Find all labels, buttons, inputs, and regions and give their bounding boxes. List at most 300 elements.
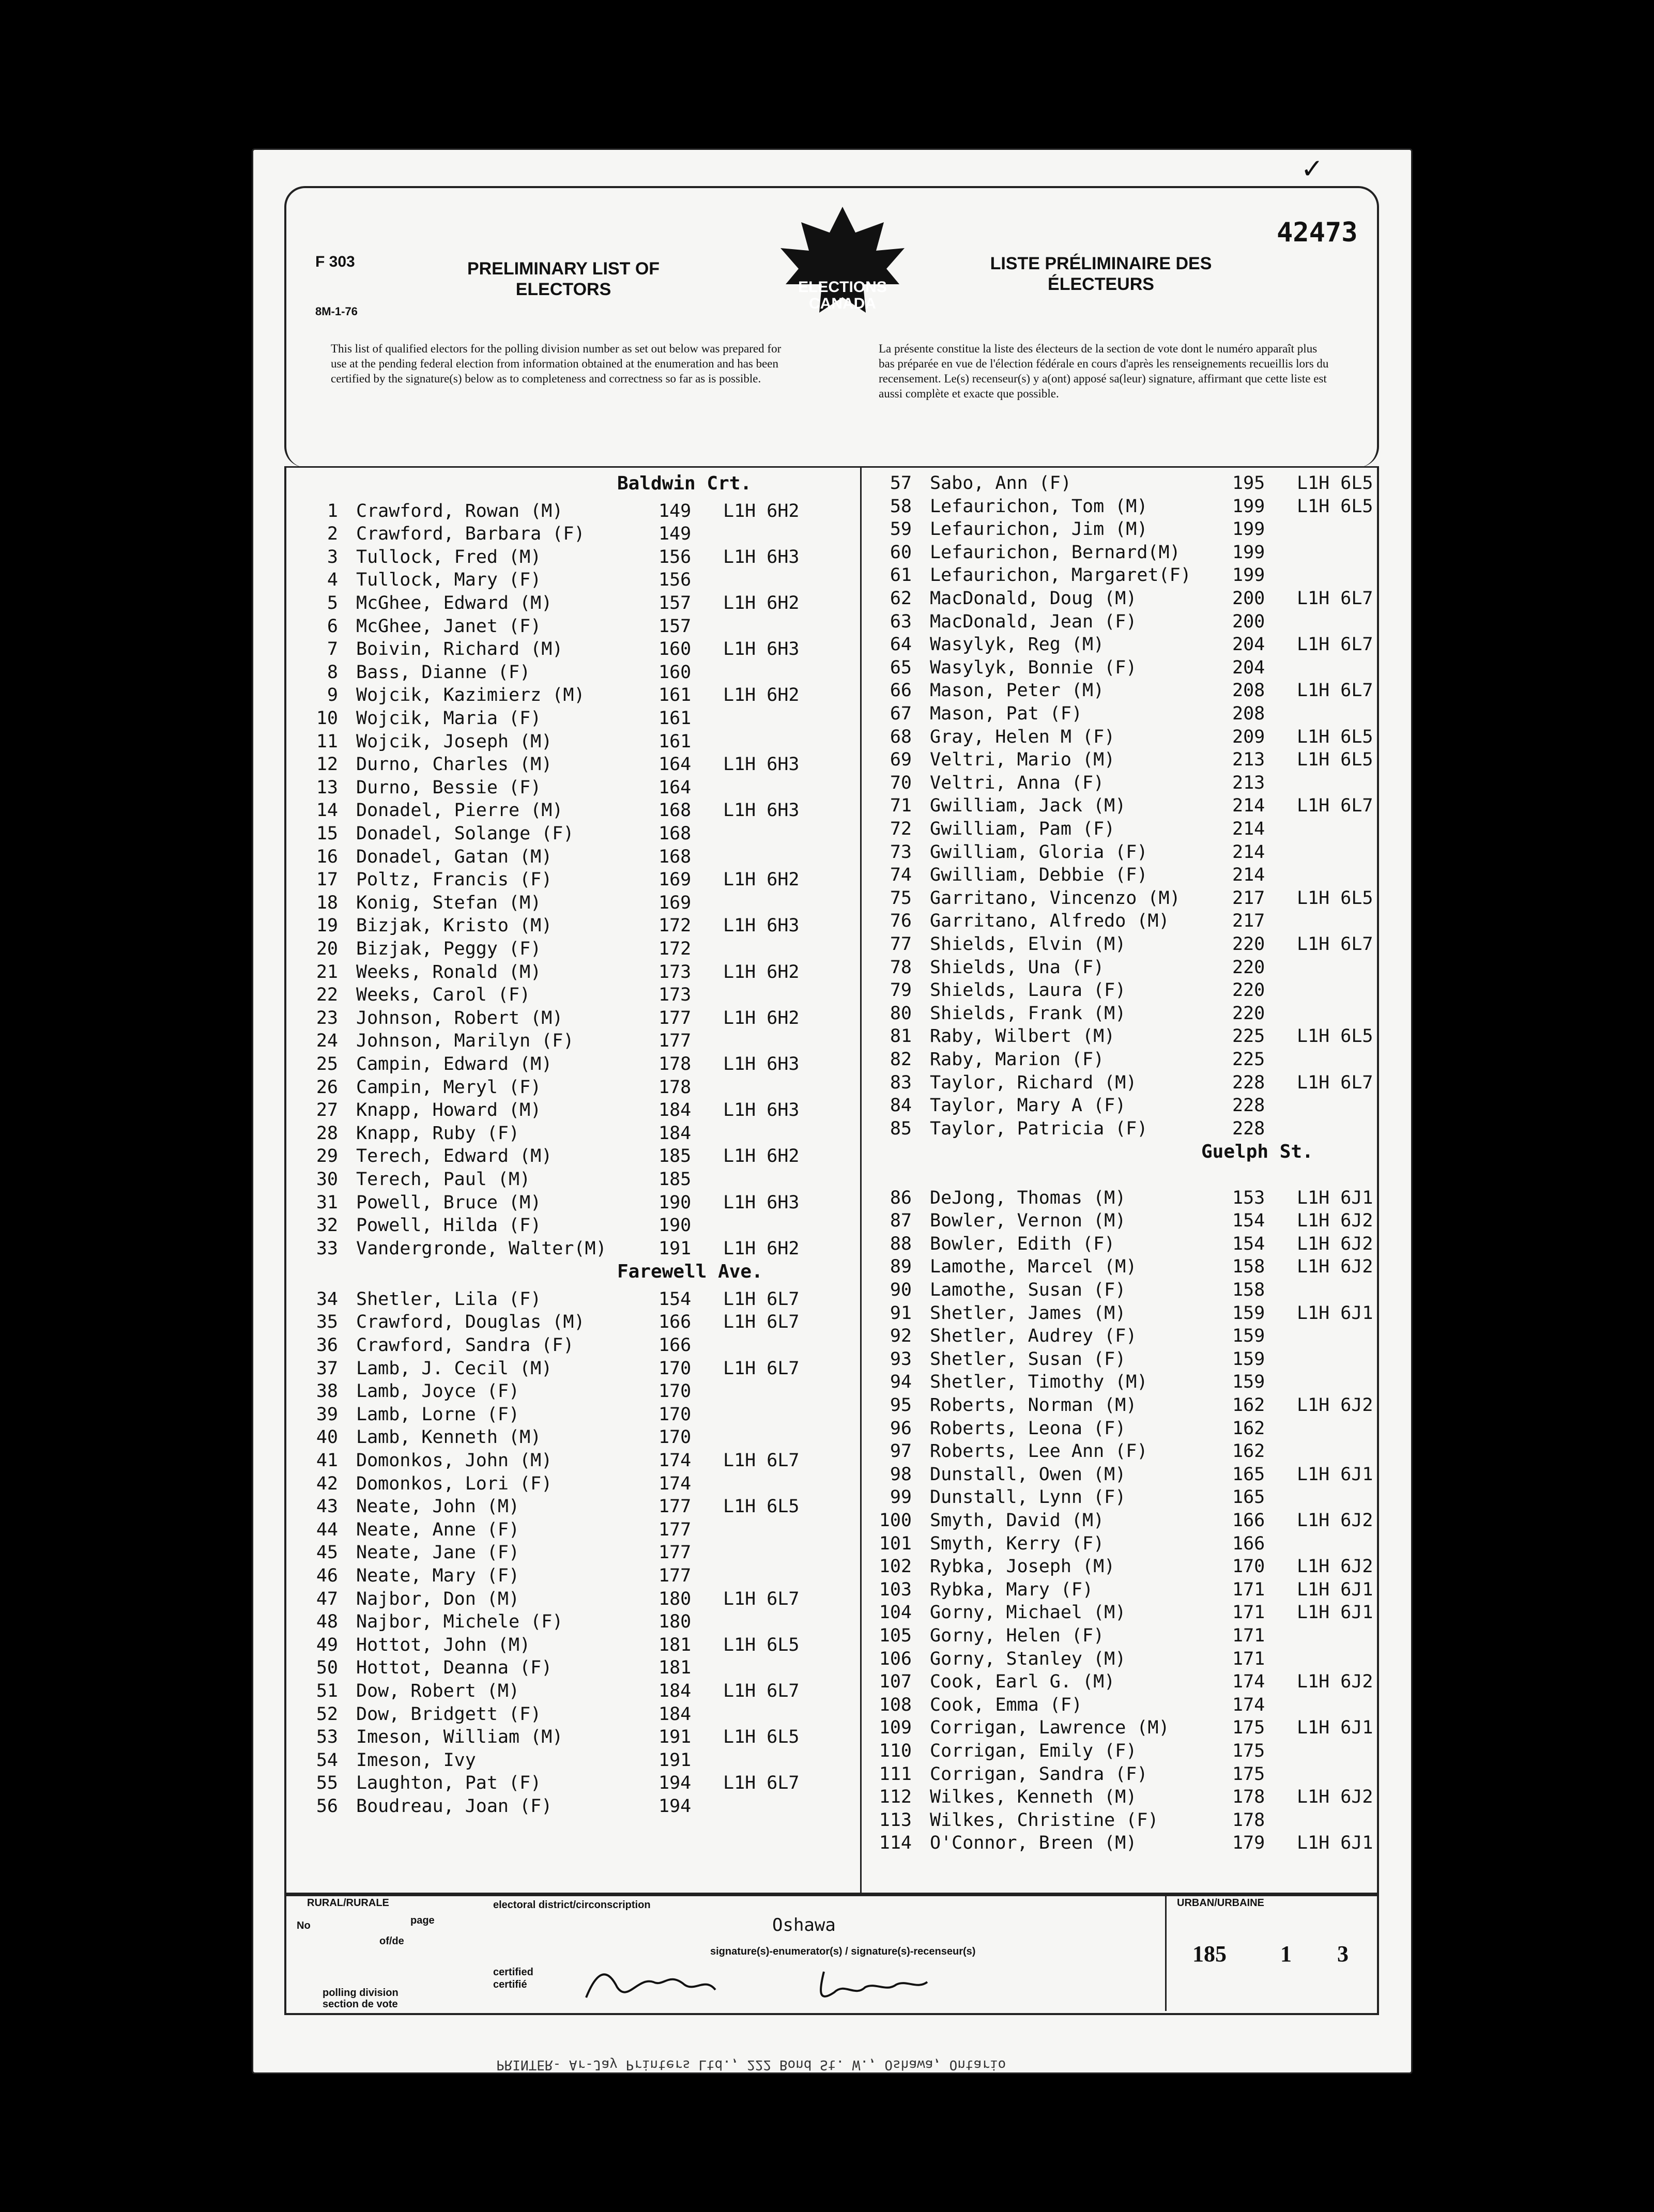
elector-num: 113: [879, 1809, 912, 1831]
elector-pc: L1H 6H3: [723, 800, 800, 821]
elector-pc: L1H 6L7: [723, 1681, 800, 1702]
elector-num: 85: [890, 1118, 912, 1139]
elector-num: 35: [316, 1312, 338, 1333]
elector-row: [297, 616, 834, 639]
elector-num: 4: [327, 570, 338, 591]
elector-row: [297, 685, 834, 708]
elector-row: [870, 1556, 1408, 1579]
elector-num: 80: [890, 1003, 912, 1024]
elector-row: [870, 980, 1408, 1003]
elector-addr: 194: [658, 1773, 692, 1794]
elector-addr: 178: [658, 1077, 692, 1098]
elector-name: Gorny, Michael (M): [930, 1602, 1126, 1623]
elector-addr: 170: [658, 1381, 692, 1402]
elector-num: 93: [890, 1348, 912, 1370]
elector-row: [297, 1077, 834, 1100]
elector-num: 13: [316, 777, 338, 798]
elector-name: Lamb, J. Cecil (M): [356, 1358, 553, 1379]
intro-english: This list of qualified electors for the polling division number as set out below was prepared for use at the pending federal election from information obtained at the enumeration and has been certified by the signature(s) below as to completeness and correctness so far as is possible.: [331, 342, 782, 385]
elector-addr: 191: [658, 1727, 692, 1748]
elector-num: 72: [890, 819, 912, 839]
elector-pc: L1H 6L5: [1297, 473, 1373, 494]
elector-name: Crawford, Sandra (F): [356, 1335, 574, 1356]
elector-row: [297, 985, 834, 1007]
intro-french: La présente constitue la liste des électeurs de la section de vote dont le numéro apparaît plus bas préparée en vue de l'élection fédérale en cours d'après les renseignements recueillis lors du recensement. Le(s) recenseur(s) y a(ont) apposé sa(leur) signature, affirmant que cette liste est aussi complète et exacte que possible.: [879, 342, 1329, 400]
elector-addr: 175: [1232, 1741, 1265, 1761]
elector-num: 14: [316, 800, 338, 821]
elector-addr: 166: [1232, 1510, 1265, 1531]
elector-pc: L1H 6H3: [723, 915, 800, 936]
elector-addr: 220: [1232, 934, 1265, 955]
elector-num: 62: [890, 588, 912, 609]
elector-name: Bass, Dianne (F): [356, 662, 531, 683]
elector-addr: 177: [658, 1007, 692, 1028]
column-divider: [860, 468, 862, 1894]
elector-pc: L1H 6L5: [1297, 749, 1373, 771]
elector-name: Hottot, Deanna (F): [356, 1657, 553, 1679]
elector-name: Corrigan, Lawrence (M): [930, 1717, 1170, 1739]
elector-addr: 199: [1232, 519, 1265, 540]
elector-row: [870, 1049, 1408, 1072]
elector-num: 73: [890, 841, 912, 863]
elector-name: Lamb, Kenneth (M): [356, 1427, 542, 1448]
elector-name: Boudreau, Joan (F): [356, 1796, 553, 1817]
elector-name: Laughton, Pat (F): [356, 1773, 542, 1794]
elector-num: 82: [890, 1049, 912, 1070]
elector-addr: 172: [658, 938, 692, 959]
elector-num: 56: [316, 1796, 338, 1817]
elector-name: Roberts, Norman (M): [930, 1395, 1137, 1416]
elector-addr: 170: [1232, 1556, 1265, 1577]
elector-num: 33: [316, 1238, 338, 1259]
elector-num: 81: [890, 1026, 912, 1047]
elector-addr: 181: [658, 1634, 692, 1655]
elector-num: 52: [316, 1703, 338, 1725]
elector-name: Roberts, Lee Ann (F): [930, 1441, 1148, 1462]
elector-addr: 154: [658, 1288, 692, 1310]
elector-num: 10: [316, 708, 338, 729]
elector-num: 7: [327, 639, 338, 660]
elector-addr: 209: [1232, 726, 1265, 747]
elector-addr: 166: [658, 1335, 692, 1356]
elector-name: Durno, Bessie (F): [356, 777, 542, 798]
urban-box: [1165, 1894, 1376, 2011]
elector-addr: 159: [1232, 1302, 1265, 1324]
elector-addr: 214: [1232, 865, 1265, 886]
urban-label: URBAN/URBAINE: [1177, 1897, 1264, 1909]
elector-row: [870, 1072, 1408, 1095]
elector-pc: L1H 6J2: [1297, 1671, 1373, 1693]
elector-name: Knapp, Howard (M): [356, 1100, 542, 1121]
elector-name: Taylor, Patricia (F): [930, 1118, 1148, 1139]
elector-addr: 204: [1232, 634, 1265, 655]
elector-num: 23: [316, 1007, 338, 1028]
elector-row: [870, 565, 1408, 588]
elector-row: [870, 957, 1408, 980]
certified-label: certified: [493, 1967, 533, 1978]
elector-num: 20: [316, 938, 338, 959]
elector-addr: 177: [658, 1542, 692, 1563]
elector-num: 58: [890, 496, 912, 517]
elector-num: 75: [890, 887, 912, 909]
elector-addr: 200: [1232, 611, 1265, 632]
elector-num: 77: [890, 934, 912, 955]
elector-pc: L1H 6H2: [723, 1146, 800, 1167]
elector-num: 50: [316, 1657, 338, 1679]
elector-num: 6: [327, 616, 338, 637]
elector-name: Lefaurichon, Bernard(M): [930, 542, 1181, 563]
elector-num: 92: [890, 1326, 912, 1347]
elector-addr: 157: [658, 592, 692, 613]
elector-row: [870, 1649, 1408, 1671]
serial-number: 42473: [1277, 217, 1358, 248]
elector-name: Lamb, Lorne (F): [356, 1404, 520, 1425]
elector-name: Wasylyk, Reg (M): [930, 634, 1105, 655]
elector-row: [297, 1589, 834, 1611]
elector-addr: 149: [658, 500, 692, 521]
street-heading: Guelph St.: [1201, 1141, 1313, 1163]
elector-name: Dunstall, Lynn (F): [930, 1487, 1126, 1508]
elector-name: Roberts, Leona (F): [930, 1418, 1126, 1439]
elector-pc: L1H 6H3: [723, 1192, 800, 1213]
elector-num: 114: [879, 1833, 912, 1854]
elector-num: 91: [890, 1302, 912, 1324]
elector-addr: 213: [1232, 772, 1265, 793]
elector-row: [297, 823, 834, 846]
elector-name: MacDonald, Jean (F): [930, 611, 1137, 632]
elector-name: Taylor, Richard (M): [930, 1072, 1137, 1093]
elector-row: [870, 1326, 1408, 1348]
elector-row: [870, 473, 1408, 496]
elector-row: [297, 777, 834, 800]
elector-num: 61: [890, 565, 912, 586]
elector-name: Bizjak, Peggy (F): [356, 938, 542, 959]
elector-num: 2: [327, 524, 338, 545]
elector-pc: L1H 6J1: [1297, 1833, 1373, 1854]
elector-row: [297, 662, 834, 685]
elector-addr: 225: [1232, 1026, 1265, 1047]
elector-row: [870, 1671, 1408, 1694]
elector-addr: 162: [1232, 1418, 1265, 1439]
elector-row: [297, 1611, 834, 1634]
elector-pc: L1H 6H2: [723, 869, 800, 890]
title-french: LISTE PRÉLIMINAIRE DES ÉLECTEURS: [990, 254, 1212, 294]
elector-name: Corrigan, Emily (F): [930, 1741, 1137, 1761]
elector-row: [297, 847, 834, 869]
elector-pc: L1H 6L7: [1297, 588, 1373, 609]
elector-name: Boivin, Richard (M): [356, 639, 563, 660]
elector-pc: L1H 6L5: [1297, 1026, 1373, 1047]
elector-addr: 162: [1232, 1441, 1265, 1462]
footer-box: [284, 1893, 1379, 2015]
elector-row: [297, 1031, 834, 1053]
elector-row: [870, 1510, 1408, 1533]
elector-name: Lefaurichon, Tom (M): [930, 496, 1148, 517]
elector-addr: 185: [658, 1169, 692, 1190]
elector-row: [297, 1054, 834, 1077]
elector-addr: 171: [1232, 1648, 1265, 1669]
elector-pc: L1H 6H2: [723, 961, 800, 982]
elector-name: Gorny, Helen (F): [930, 1625, 1105, 1646]
elector-name: Crawford, Douglas (M): [356, 1312, 585, 1333]
elector-row: [870, 749, 1408, 772]
elector-addr: 174: [1232, 1694, 1265, 1715]
elector-num: 103: [879, 1579, 912, 1600]
elector-row: [297, 570, 834, 592]
elector-addr: 220: [1232, 1003, 1265, 1024]
elector-num: 29: [316, 1146, 338, 1167]
elector-num: 69: [890, 749, 912, 771]
elector-pc: L1H 6J1: [1297, 1602, 1373, 1623]
no-label: No: [297, 1920, 311, 1931]
elector-addr: 228: [1232, 1072, 1265, 1093]
elector-pc: L1H 6L7: [723, 1588, 800, 1609]
elector-num: 5: [327, 592, 338, 613]
elector-name: Veltri, Anna (F): [930, 772, 1105, 793]
elector-num: 110: [879, 1741, 912, 1761]
electoral-district: Oshawa: [772, 1915, 836, 1936]
elector-row: [870, 842, 1408, 865]
elector-pc: L1H 6L7: [723, 1288, 800, 1310]
elector-row: [297, 1796, 834, 1819]
page-total: 3: [1337, 1941, 1349, 1967]
elector-num: 70: [890, 772, 912, 793]
elector-pc: L1H 6L7: [723, 1773, 800, 1794]
elector-name: Powell, Bruce (M): [356, 1192, 542, 1213]
elector-row: [297, 1542, 834, 1565]
elector-pc: L1H 6H2: [723, 685, 800, 706]
elector-name: Campin, Meryl (F): [356, 1077, 542, 1098]
elector-name: DeJong, Thomas (M): [930, 1187, 1126, 1208]
elector-name: Lamothe, Marcel (M): [930, 1256, 1137, 1278]
elector-addr: 153: [1232, 1187, 1265, 1208]
elector-num: 67: [890, 703, 912, 724]
elector-num: 89: [890, 1256, 912, 1278]
elector-num: 54: [316, 1749, 338, 1771]
elector-row: [870, 680, 1408, 703]
elector-pc: L1H 6H2: [723, 1238, 800, 1259]
elector-name: Shetler, Susan (F): [930, 1348, 1126, 1370]
elector-name: Mason, Peter (M): [930, 680, 1105, 701]
elector-addr: 173: [658, 985, 692, 1006]
elector-addr: 217: [1232, 887, 1265, 909]
of-label: of/de: [379, 1936, 404, 1947]
elector-row: [297, 1704, 834, 1727]
elector-num: 79: [890, 980, 912, 1001]
elector-name: Smyth, Kerry (F): [930, 1533, 1105, 1554]
elector-addr: 159: [1232, 1372, 1265, 1393]
elector-addr: 164: [658, 777, 692, 798]
elector-addr: 175: [1232, 1763, 1265, 1785]
elector-row: [297, 1358, 834, 1381]
elector-addr: 190: [658, 1215, 692, 1236]
elector-row: [870, 542, 1408, 565]
elector-num: 84: [890, 1095, 912, 1116]
elector-pc: L1H 6L7: [1297, 634, 1373, 655]
elector-name: Bowler, Vernon (M): [930, 1210, 1126, 1232]
elector-num: 106: [879, 1648, 912, 1669]
elector-pc: L1H 6H3: [723, 546, 800, 567]
elector-addr: 191: [658, 1238, 692, 1259]
elector-pc: L1H 6J2: [1297, 1556, 1373, 1577]
elector-name: Shetler, Timothy (M): [930, 1372, 1148, 1393]
elector-num: 112: [879, 1787, 912, 1808]
elector-name: Donadel, Solange (F): [356, 823, 574, 844]
elector-row: [870, 911, 1408, 933]
elector-name: Wilkes, Kenneth (M): [930, 1787, 1137, 1808]
elector-addr: 156: [658, 546, 692, 567]
elector-pc: L1H 6J2: [1297, 1210, 1373, 1232]
elector-row: [870, 611, 1408, 634]
elector-pc: L1H 6H3: [723, 754, 800, 775]
elector-row: [297, 754, 834, 777]
elector-row: [297, 547, 834, 570]
elector-row: [297, 1496, 834, 1519]
elector-addr: 177: [658, 1496, 692, 1517]
elector-name: Shetler, James (M): [930, 1302, 1126, 1324]
elector-row: [870, 727, 1408, 749]
elector-row: [870, 1487, 1408, 1510]
elector-row: [870, 1602, 1408, 1625]
elector-addr: 161: [658, 708, 692, 729]
elector-row: [297, 1773, 834, 1795]
elector-num: 40: [316, 1427, 338, 1448]
elector-row: [870, 1441, 1408, 1464]
elector-row: [297, 1238, 834, 1261]
printer-credit: PRINTER- Ar-Jay Printers Ltd., 222 Bond St. W., Oshawa, Ontario: [496, 2057, 1006, 2072]
elector-name: Tullock, Fred (M): [356, 546, 542, 567]
elector-num: 25: [316, 1053, 338, 1074]
elector-num: 26: [316, 1077, 338, 1098]
elector-addr: 208: [1232, 703, 1265, 724]
elector-name: Weeks, Ronald (M): [356, 961, 542, 982]
elector-pc: L1H 6L5: [1297, 496, 1373, 517]
elector-row: [870, 1464, 1408, 1487]
elector-num: 31: [316, 1192, 338, 1213]
elector-num: 104: [879, 1602, 912, 1623]
elector-addr: 199: [1232, 542, 1265, 563]
elector-name: Gwilliam, Pam (F): [930, 819, 1115, 839]
elector-name: Imeson, William (M): [356, 1727, 563, 1748]
form-sub-code: 8M-1-76: [315, 305, 358, 318]
elector-num: 9: [327, 685, 338, 706]
elector-num: 94: [890, 1372, 912, 1393]
elector-pc: L1H 6J1: [1297, 1187, 1373, 1208]
elector-num: 60: [890, 542, 912, 563]
elector-pc: L1H 6L5: [1297, 887, 1373, 909]
elector-name: McGhee, Edward (M): [356, 592, 553, 613]
elector-name: Domonkos, Lori (F): [356, 1473, 553, 1494]
elector-addr: 149: [658, 524, 692, 545]
elector-addr: 178: [658, 1053, 692, 1074]
elector-name: Hottot, John (M): [356, 1634, 531, 1655]
elector-addr: 174: [658, 1450, 692, 1471]
elector-name: Lamb, Joyce (F): [356, 1381, 520, 1402]
elector-row: [297, 1312, 834, 1334]
elector-name: Rybka, Joseph (M): [930, 1556, 1115, 1577]
elector-row: [297, 869, 834, 892]
elector-num: 39: [316, 1404, 338, 1425]
elector-pc: L1H 6J2: [1297, 1395, 1373, 1416]
polling-division-number: 185: [1192, 1941, 1227, 1967]
elector-num: 38: [316, 1381, 338, 1402]
elector-addr: 179: [1232, 1833, 1265, 1854]
elector-addr: 220: [1232, 957, 1265, 978]
elector-row: [297, 1289, 834, 1312]
elector-num: 64: [890, 634, 912, 655]
elector-list-form: [252, 148, 1413, 2074]
elector-addr: 168: [658, 800, 692, 821]
elector-addr: 217: [1232, 911, 1265, 932]
elector-name: Sabo, Ann (F): [930, 473, 1071, 494]
elector-addr: 165: [1232, 1464, 1265, 1485]
elector-name: Crawford, Rowan (M): [356, 500, 563, 521]
street-heading: Baldwin Crt.: [617, 473, 752, 494]
elector-addr: 154: [1232, 1233, 1265, 1254]
elector-name: Neate, Mary (F): [356, 1565, 520, 1587]
elector-row: [870, 1349, 1408, 1372]
page-label: page: [410, 1915, 435, 1926]
elector-num: 53: [316, 1727, 338, 1748]
district-label: electoral district/circonscription: [493, 1899, 651, 1911]
elector-num: 44: [316, 1519, 338, 1540]
elector-num: 8: [327, 662, 338, 683]
elector-addr: 204: [1232, 657, 1265, 678]
elector-name: Terech, Edward (M): [356, 1146, 553, 1167]
elector-num: 63: [890, 611, 912, 632]
elector-addr: 168: [658, 846, 692, 867]
elector-name: Lamothe, Susan (F): [930, 1280, 1126, 1300]
elector-num: 74: [890, 865, 912, 886]
elector-name: Taylor, Mary A (F): [930, 1095, 1126, 1116]
elector-addr: 161: [658, 685, 692, 706]
elector-num: 88: [890, 1233, 912, 1254]
elector-row: [870, 634, 1408, 657]
elector-row: [870, 1717, 1408, 1740]
elector-row: [870, 588, 1408, 611]
elector-row: [870, 1280, 1408, 1302]
elector-row: [870, 657, 1408, 680]
elector-name: Garritano, Alfredo (M): [930, 911, 1170, 932]
elector-row: [297, 1427, 834, 1450]
certifie-label: certifié: [493, 1979, 527, 1990]
elector-row: [297, 1215, 834, 1238]
enumerator-signatures: [576, 1961, 938, 2008]
elector-name: Crawford, Barbara (F): [356, 524, 585, 545]
rural-label: RURAL/RURALE: [307, 1897, 389, 1909]
elector-pc: L1H 6L7: [723, 1450, 800, 1471]
elector-pc: L1H 6L5: [723, 1727, 800, 1748]
elector-num: 37: [316, 1358, 338, 1379]
elector-row: [870, 795, 1408, 818]
elector-num: 111: [879, 1763, 912, 1785]
elector-num: 87: [890, 1210, 912, 1232]
elector-name: Raby, Wilbert (M): [930, 1026, 1115, 1047]
elector-name: Dow, Bridgett (F): [356, 1703, 542, 1725]
form-number: F 303: [315, 253, 355, 270]
elector-row: [297, 593, 834, 616]
elector-num: 27: [316, 1100, 338, 1121]
elector-name: Vandergronde, Walter(M): [356, 1238, 607, 1259]
elector-addr: 169: [658, 869, 692, 890]
elector-row: [870, 1625, 1408, 1648]
elector-addr: 160: [658, 662, 692, 683]
elector-addr: 228: [1232, 1118, 1265, 1139]
elector-pc: L1H 6J2: [1297, 1256, 1373, 1278]
elector-num: 107: [879, 1671, 912, 1693]
elector-name: Wojcik, Maria (F): [356, 708, 542, 729]
elector-row: [297, 1727, 834, 1749]
